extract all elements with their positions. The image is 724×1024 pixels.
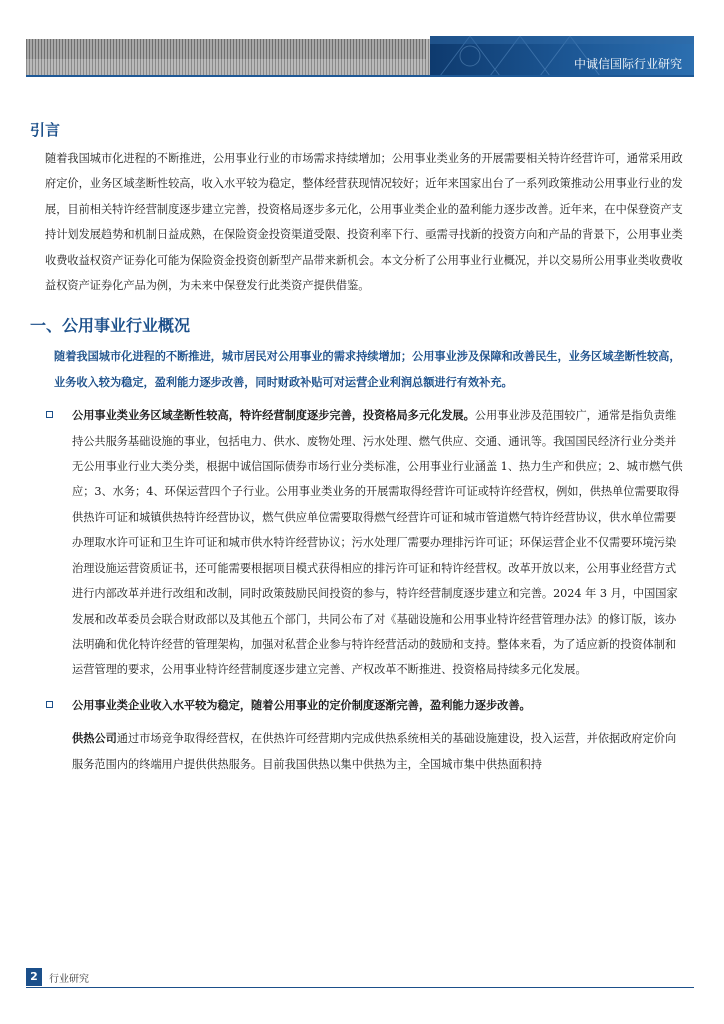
page-number: 2 [26,968,42,986]
bullet-square-icon [46,411,53,418]
intro-paragraph: 随着我国城市化进程的不断推进，公用事业行业的市场需求持续增加；公用事业类业务的开展需要相关特许经营许可，通常采用政府定价，业务区域垄断性较高，收入水平较为稳定，整体经营获现情况较好；近年来国家出台了一系列政策推动公用事业行业的发展，目前相关特许经营制度逐步建立完善，投资格局逐步多元化，公用事业类企业的盈利能力逐步改善。近年来，在中保登资产支持计划发展趋势和机制日益成熟，在保险资金投资渠道受限、投资利率下行、亟需寻找新的投资方向和产品的背景下，公用事业类收费收益权资产证券化可能为保险资金投资创新型产品带来新机会。本文分析了公用事业行业概况，并以交易所公用事业类收费收益权资产证券化产品为例，为未来中保登发行此类资产提供借鉴。 [45,152,683,293]
section-heading: 一、公用事业行业概况 [30,316,191,336]
page-content [30,118,686,777]
heating-label: 供热公司 [72,732,117,746]
bullet-square-icon [46,701,53,708]
heating-paragraph [30,726,686,777]
footer-rule [26,987,694,988]
bullet-item-2 [30,693,686,718]
header-rule [26,75,694,77]
bullet-2-bold: 公用事业类企业收入水平较为稳定，随着公用事业的定价制度逐渐完善，盈利能力逐步改善。 [72,698,531,712]
bullet-1-text [72,403,686,682]
header-banner [430,36,694,76]
footer-label: 行业研究 [49,974,89,985]
section-summary: 随着我国城市化进程的不断推进，城市居民对公用事业的需求持续增加；公用事业涉及保障和改善民生，业务区域垄断性较高，业务收入较为稳定，盈利能力逐步改善，同时财政补贴可对运营企业利润总额进行有效补充。 [54,350,681,389]
header-title: 中诚信国际行业研究 [573,57,682,71]
intro-heading: 引言 [30,121,61,139]
bullet-item-1 [30,403,686,682]
bullet-1-bold: 公用事业类业务区域垄断性较高，特许经营制度逐步完善，投资格局多元化发展。 [72,409,475,423]
bullet-1-body: 公用事业涉及范围较广，通常是指负责维持公共服务基础设施的事业，包括电力、供水、废物处理、污水处理、燃气供应、交通、通讯等。我国国民经济行业分类并无公用事业行业大类分类，根据中诚信国际债券市场行业分类标准，公用事业行业涵盖 1、热力生产和供应；2、城市燃气供应；3、水务；4、环保运营四个子行业。公用事业类业务的开展需取得经营许可证或特许经营权，例如，供热单位需要取得供热许可证和城镇供热特许经营协议，燃气供应单位需要取得燃气经营许可证和城市管道燃气特许经营协议，供水单位需要办理取水许可证和卫生许可证和城市供水特许经营协议；污水处理厂需要办理排污许可证；环保运营企业不仅需要环境污染治理设施运营资质证书，还可能需要根据项目模式获得相应的排污许可证和特许经营权。改革开放以来，公用事业经营方式进行内部改革并进行改组和改制，同时政策鼓励民间投资的参与，特许经营制度逐步建立和完善。2024 年 3 月，中国国家发展和改革委员会联合财政部以及其他五个部门，共同公布了对《基础设施和公用事业特许经营管理办法》的修订版，该办法明确和优化特许经营的管理架构，加强对私营企业参与特许经营活动的鼓励和支持。整体来看，为了适应新的投资体制和运营管理的要求，公用事业特许经营制度逐步建立完善、产权改革不断推进、投资格局持续多元化发展。 [72,409,683,677]
heating-body: 通过市场竞争取得经营权，在供热许可经营期内完成供热系统相关的基础设施建设，投入运营，并依据政府定价向服务范围内的终端用户提供供热服务。目前我国供热以集中供热为主，全国城市集中供热面积持 [72,732,677,771]
header-stripe [26,39,426,59]
